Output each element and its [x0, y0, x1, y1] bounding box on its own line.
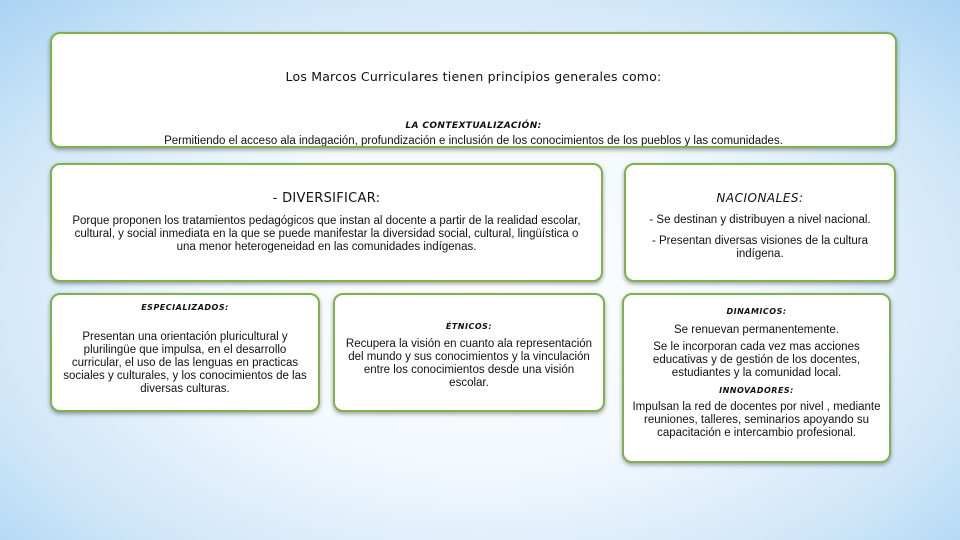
contextualizacion-heading: LA CONTEXTUALIZACIÓN: [405, 121, 542, 131]
nacionales-line-1: - Se destinan y distribuyen a nivel nacional. [649, 214, 871, 226]
nacionales-card [624, 163, 896, 282]
nacionales-heading: NACIONALES: [716, 191, 804, 205]
dinamicos-card [622, 293, 891, 463]
card-title: Los Marcos Curriculares tienen principios generales como: [285, 69, 662, 84]
dinamicos-heading: DINAMICOS: [726, 307, 787, 316]
eticos-card [333, 293, 605, 412]
especializados-card [50, 293, 320, 412]
innovadores-text: Impulsan la red de docentes por nivel , mediante reuniones, talleres, seminarios apoyando su capacitación e intercambio profesional. [632, 401, 881, 439]
contextualizacion-text: Permitiendo el acceso ala indagación, profundización e inclusión de los conocimientos de los pueblos y las comunidades. [164, 135, 783, 147]
diversificar-text: Porque proponen los tratamientos pedagógicos que instan al docente a partir de la realidad escolar, cultural, y social inmediata en la que se puede manifestar la diversidad social, cultural, lingüística o una menor heterogeneidad en las comunidades indígenas. [72, 215, 581, 253]
nacionales-line-2: - Presentan diversas visiones de la cultura indígena. [651, 235, 869, 260]
especializados-text: Presentan una orientación pluricultural y plurilingüe que impulsa, en el desarrollo curricular, el uso de las lenguas en practicas sociales y culturales, y los conocimientos de las diversas culturas. [63, 331, 307, 395]
eticos-heading: ÉTNICOS: [445, 322, 493, 331]
dinamicos-line-1: Se renuevan permanentemente. [674, 324, 839, 336]
especializados-heading: ESPECIALIZADOS: [141, 303, 229, 312]
principles-intro-card [50, 32, 897, 148]
innovadores-heading: INNOVADORES: [719, 386, 794, 395]
dinamicos-line-2: Se le incorporan cada vez mas acciones educativas y de gestión de los docentes, estudiantes y la comunidad local. [652, 341, 861, 379]
diversificar-card [50, 163, 603, 282]
diversificar-heading: - DIVERSIFICAR: [272, 191, 381, 206]
eticos-text: Recupera la visión en cuanto ala representación del mundo y sus conocimientos y la vinculación entre los conocimientos desde una visión escolar. [345, 338, 593, 389]
